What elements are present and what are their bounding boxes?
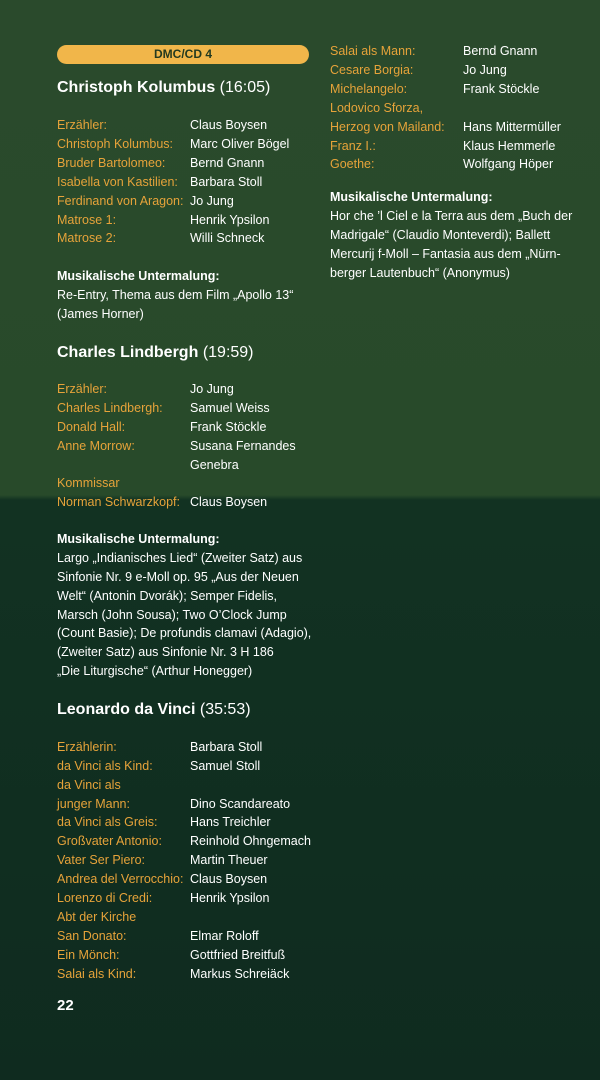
cast-role: Lorenzo di Credi: xyxy=(57,891,153,906)
music-line: berger Lautenbuch“ (Anonymus) xyxy=(330,265,510,280)
cast-row xyxy=(57,192,327,211)
cast-actor: Hans Mittermüller xyxy=(463,119,561,134)
cast-row xyxy=(57,832,327,851)
cast-role: junger Mann: xyxy=(57,796,130,811)
cast-row xyxy=(57,211,327,230)
cast-row xyxy=(330,118,592,137)
cast-actor: Henrik Ypsilon xyxy=(190,891,270,906)
cast-row xyxy=(57,870,327,889)
cast-row xyxy=(57,889,327,908)
cast-actor: Jo Jung xyxy=(463,62,507,77)
cast-role: Goethe: xyxy=(330,157,375,172)
right-column xyxy=(330,42,592,283)
cast-actor: Barbara Stoll xyxy=(190,174,263,189)
cast-role: Ein Mönch: xyxy=(57,947,120,962)
music-line: Re-Entry, Thema aus dem Film „Apollo 13“ xyxy=(57,288,294,303)
cast-row xyxy=(57,116,327,135)
cast-actor: Claus Boysen xyxy=(190,118,268,132)
cast-list xyxy=(57,738,327,984)
music-text xyxy=(57,549,327,681)
cast-list xyxy=(330,42,592,174)
left-column xyxy=(57,45,327,984)
cast-row xyxy=(57,173,327,192)
cast-actor: Frank Stöckle xyxy=(463,81,540,96)
music-line: (Zweiter Satz) aus Sinfonie Nr. 3 H 186 xyxy=(57,645,274,660)
cast-actor: Jo Jung xyxy=(190,193,234,208)
cast-actor: Elmar Roloff xyxy=(190,928,259,943)
cast-row xyxy=(57,908,327,927)
cast-role: Franz I.: xyxy=(330,138,376,153)
cast-row xyxy=(57,795,327,814)
cast-role: Herzog von Mailand: xyxy=(330,119,445,134)
cast-role: San Donato: xyxy=(57,928,127,943)
cast-list xyxy=(57,380,327,512)
section-title xyxy=(57,78,327,98)
cast-role xyxy=(57,456,190,475)
cast-actor: Dino Scandareato xyxy=(190,796,291,811)
cast-actor: Henrik Ypsilon xyxy=(190,212,270,227)
cast-role: Matrose 2: xyxy=(57,231,117,246)
cast-actor: Claus Boysen xyxy=(190,872,268,887)
music-line: Welt“ (Antonin Dvorák); Semper Fidelis, xyxy=(57,588,277,603)
cast-actor: Barbara Stoll xyxy=(190,739,263,754)
cast-actor: Genebra xyxy=(190,457,239,472)
cast-row xyxy=(330,99,592,118)
cast-role: Erzähler: xyxy=(57,118,108,132)
cast-role: Michelangelo: xyxy=(330,81,408,96)
cd-tag: DMC/CD 4 xyxy=(57,45,309,64)
section-title xyxy=(57,700,327,720)
cast-row xyxy=(57,776,327,795)
cast-role: da Vinci als Kind: xyxy=(57,758,153,773)
cast-row xyxy=(330,61,592,80)
cast-actor: Klaus Hemmerle xyxy=(463,138,556,153)
cast-actor: Marc Oliver Bögel xyxy=(190,136,290,151)
music-line: Sinfonie Nr. 9 e-Moll op. 95 „Aus der Neuen xyxy=(57,570,299,585)
cast-role: Kommissar xyxy=(57,476,120,491)
cast-actor: Bernd Gnann xyxy=(463,44,538,58)
cast-role: da Vinci als Greis: xyxy=(57,815,158,830)
cast-actor: Susana Fernandes xyxy=(190,438,296,453)
cast-role: Großvater Antonio: xyxy=(57,834,162,849)
cast-role: Salai als Kind: xyxy=(57,966,137,981)
cast-role: Donald Hall: xyxy=(57,419,126,434)
cast-row xyxy=(57,474,327,493)
cast-actor: Frank Stöckle xyxy=(190,419,267,434)
cast-role: Christoph Kolumbus: xyxy=(57,136,174,151)
cast-actor: Reinhold Ohngemach xyxy=(190,834,311,849)
cast-row xyxy=(57,851,327,870)
cast-role: Erzähler: xyxy=(57,381,108,396)
cast-row xyxy=(57,813,327,832)
cast-role: da Vinci als xyxy=(57,777,121,792)
section-duration: (16:05) xyxy=(219,79,271,96)
cast-role: Isabella von Kastilien: xyxy=(57,174,178,189)
music-line: Mercurij f-Moll – Fantasia aus dem „Nürn- xyxy=(330,246,561,261)
page-number: 22 xyxy=(57,997,74,1014)
cast-role: Charles Lindbergh: xyxy=(57,400,163,415)
cast-row xyxy=(57,437,327,456)
cast-role: Salai als Mann: xyxy=(330,44,416,58)
cast-row xyxy=(57,135,327,154)
cast-actor: Bernd Gnann xyxy=(190,155,265,170)
cast-row xyxy=(57,757,327,776)
cast-row xyxy=(57,927,327,946)
section-title-text: Leonardo da Vinci xyxy=(57,700,196,718)
music-line: Madrigale“ (Claudio Monteverdi); Ballett xyxy=(330,228,551,243)
cast-role: Matrose 1: xyxy=(57,212,117,227)
section-duration: (19:59) xyxy=(202,343,254,361)
cast-actor: Samuel Stoll xyxy=(190,758,261,773)
cast-actor: Samuel Weiss xyxy=(190,400,270,415)
cast-row xyxy=(57,965,327,984)
music-heading: Musikalische Untermalung: xyxy=(57,269,220,284)
section-title xyxy=(57,343,327,363)
cast-row xyxy=(57,946,327,965)
cast-role: Vater Ser Piero: xyxy=(57,853,146,868)
cast-row xyxy=(330,137,592,156)
cast-row xyxy=(57,418,327,437)
section-duration: (35:53) xyxy=(199,700,251,718)
cast-role: Norman Schwarzkopf: xyxy=(57,495,180,510)
cast-role: Cesare Borgia: xyxy=(330,62,414,77)
section-title-text: Christoph Kolumbus xyxy=(57,79,216,96)
cast-row xyxy=(57,493,327,512)
cast-actor: Gottfried Breitfuß xyxy=(190,947,286,962)
music-heading: Musikalische Untermalung: xyxy=(330,190,493,205)
cast-role: Erzählerin: xyxy=(57,739,117,754)
cast-row xyxy=(57,456,327,475)
section-title-text: Charles Lindbergh xyxy=(57,343,199,361)
cast-role: Ferdinand von Aragon: xyxy=(57,193,184,208)
cast-row xyxy=(330,155,592,174)
cast-actor: Martin Theuer xyxy=(190,853,268,868)
cast-role: Abt der Kirche xyxy=(57,910,137,925)
music-line: (Count Basie); De profundis clamavi (Adagio), xyxy=(57,626,312,641)
music-line: Largo „Indianisches Lied“ (Zweiter Satz) aus xyxy=(57,551,303,566)
cast-row xyxy=(57,380,327,399)
cast-actor: Markus Schreiäck xyxy=(190,966,290,981)
cast-row xyxy=(57,229,327,248)
cast-row xyxy=(57,399,327,418)
music-line: „Die Liturgische“ (Arthur Honegger) xyxy=(57,664,253,679)
cast-row xyxy=(330,42,592,61)
music-line: Hor che ’l Ciel e la Terra aus dem „Buch der xyxy=(330,209,573,224)
music-heading: Musikalische Untermalung: xyxy=(57,532,220,547)
music-line: (James Horner) xyxy=(57,307,144,322)
cast-actor: Jo Jung xyxy=(190,381,234,396)
cast-actor: Wolfgang Höper xyxy=(463,157,554,172)
cast-role: Anne Morrow: xyxy=(57,438,135,453)
cast-row xyxy=(57,738,327,757)
music-line: Marsch (John Sousa); Two O’Clock Jump xyxy=(57,607,287,622)
cast-actor: Hans Treichler xyxy=(190,815,271,830)
cast-role: Lodovico Sforza, xyxy=(330,100,424,115)
cast-role: Andrea del Verrocchio: xyxy=(57,872,184,887)
cast-role: Bruder Bartolomeo: xyxy=(57,155,166,170)
music-text xyxy=(330,207,592,282)
cast-actor: Claus Boysen xyxy=(190,495,268,510)
cast-row xyxy=(330,80,592,99)
music-text xyxy=(57,286,327,324)
cast-row xyxy=(57,154,327,173)
cast-actor: Willi Schneck xyxy=(190,231,265,246)
cast-list xyxy=(57,116,327,248)
